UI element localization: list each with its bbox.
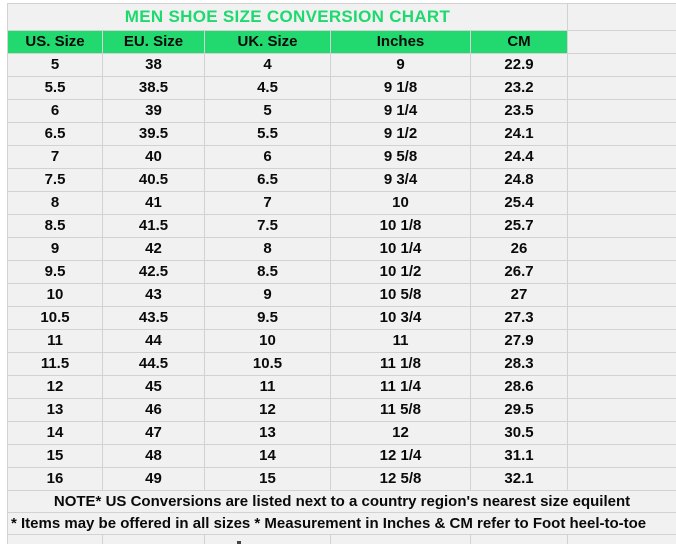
table-row bbox=[8, 169, 676, 192]
empty-cell bbox=[568, 307, 676, 330]
table-cell: 8.5 bbox=[205, 261, 331, 284]
table-cell: 39.5 bbox=[103, 123, 205, 146]
table-cell: 9 bbox=[8, 238, 103, 261]
table-cell: 9 3/4 bbox=[331, 169, 471, 192]
empty-cell bbox=[568, 169, 676, 192]
conversion-chart-table bbox=[7, 3, 676, 544]
empty-cell bbox=[568, 261, 676, 284]
table-cell: 14 bbox=[205, 445, 331, 468]
table-row bbox=[8, 77, 676, 100]
table-cell: 13 bbox=[8, 399, 103, 422]
table-cell: 41 bbox=[103, 192, 205, 215]
empty-cell bbox=[568, 238, 676, 261]
table-row bbox=[8, 238, 676, 261]
table-cell: 49 bbox=[103, 468, 205, 491]
note-conversions: NOTE* US Conversions are listed next to a country region's nearest size equilent bbox=[8, 491, 676, 513]
table-cell: 26.7 bbox=[471, 261, 568, 284]
table-cell: 25.4 bbox=[471, 192, 568, 215]
empty-cell bbox=[568, 100, 676, 123]
table-cell: 16 bbox=[8, 468, 103, 491]
column-header-inches: Inches bbox=[331, 31, 471, 54]
empty-cell bbox=[568, 376, 676, 399]
empty-cell bbox=[568, 31, 676, 54]
table-cell: 11.5 bbox=[8, 353, 103, 376]
table-row bbox=[8, 54, 676, 77]
table-cell: 10 5/8 bbox=[331, 284, 471, 307]
empty-cell bbox=[568, 215, 676, 238]
table-cell: 22.9 bbox=[471, 54, 568, 77]
empty-cell bbox=[568, 353, 676, 376]
table-cell: 12 bbox=[8, 376, 103, 399]
table-cell: 8 bbox=[205, 238, 331, 261]
table-cell: 15 bbox=[8, 445, 103, 468]
table-cell: 23.5 bbox=[471, 100, 568, 123]
empty-cell bbox=[568, 77, 676, 100]
table-cell: 11 1/8 bbox=[331, 353, 471, 376]
table-cell: 40.5 bbox=[103, 169, 205, 192]
table-row bbox=[8, 215, 676, 238]
table-cell: 30.5 bbox=[471, 422, 568, 445]
table-cell: 38.5 bbox=[103, 77, 205, 100]
table-cell: 41.5 bbox=[103, 215, 205, 238]
table-cell: 13 bbox=[205, 422, 331, 445]
table-row bbox=[8, 445, 676, 468]
table-cell: 44.5 bbox=[103, 353, 205, 376]
title-row bbox=[8, 4, 676, 31]
empty-cell bbox=[568, 192, 676, 215]
table-cell: 27.9 bbox=[471, 330, 568, 353]
table-cell: 6 bbox=[8, 100, 103, 123]
table-row bbox=[8, 261, 676, 284]
empty-cell bbox=[568, 445, 676, 468]
table-cell: 10 1/4 bbox=[331, 238, 471, 261]
empty-cell bbox=[568, 146, 676, 169]
table-cell: 11 5/8 bbox=[331, 399, 471, 422]
table-cell: 10.5 bbox=[205, 353, 331, 376]
table-cell: 42.5 bbox=[103, 261, 205, 284]
table-cell: 40 bbox=[103, 146, 205, 169]
table-row bbox=[8, 284, 676, 307]
table-cell: 9 1/8 bbox=[331, 77, 471, 100]
table-cell: 24.4 bbox=[471, 146, 568, 169]
table-cell: 10 1/8 bbox=[331, 215, 471, 238]
table-cell: 5 bbox=[8, 54, 103, 77]
table-row bbox=[8, 376, 676, 399]
table-cell: 15 bbox=[205, 468, 331, 491]
table-cell: 27 bbox=[471, 284, 568, 307]
table-cell: 39 bbox=[103, 100, 205, 123]
table-cell: 7 bbox=[205, 192, 331, 215]
table-row bbox=[8, 422, 676, 445]
table-cell: 24.8 bbox=[471, 169, 568, 192]
table-cell: 9.5 bbox=[8, 261, 103, 284]
table-cell: 32.1 bbox=[471, 468, 568, 491]
table-cell: 9 1/4 bbox=[331, 100, 471, 123]
empty-cell bbox=[568, 4, 676, 31]
table-cell: 4.5 bbox=[205, 77, 331, 100]
table-cell: 31.1 bbox=[471, 445, 568, 468]
table-cell: 10 1/2 bbox=[331, 261, 471, 284]
table-cell: 12 bbox=[331, 422, 471, 445]
table-cell: 9.5 bbox=[205, 307, 331, 330]
column-header-cm: CM bbox=[471, 31, 568, 54]
table-cell: 28.3 bbox=[471, 353, 568, 376]
table-cell: 7 bbox=[8, 146, 103, 169]
table-cell: 11 bbox=[205, 376, 331, 399]
table-cell: 12 bbox=[205, 399, 331, 422]
column-header-us-size: US. Size bbox=[8, 31, 103, 54]
table-cell: 10 bbox=[205, 330, 331, 353]
empty-cell bbox=[568, 468, 676, 491]
table-cell: 5.5 bbox=[205, 123, 331, 146]
column-header-eu-size: EU. Size bbox=[103, 31, 205, 54]
table-cell: 29.5 bbox=[471, 399, 568, 422]
table-row bbox=[8, 192, 676, 215]
table-cell: 43.5 bbox=[103, 307, 205, 330]
table-cell: 8.5 bbox=[8, 215, 103, 238]
table-cell: 9 bbox=[205, 284, 331, 307]
table-cell: 12 5/8 bbox=[331, 468, 471, 491]
table-row bbox=[8, 146, 676, 169]
table-cell: 28.6 bbox=[471, 376, 568, 399]
table-cell: 43 bbox=[103, 284, 205, 307]
table-cell: 9 bbox=[331, 54, 471, 77]
table-row bbox=[8, 307, 676, 330]
table-cell: 23.2 bbox=[471, 77, 568, 100]
table-cell: 42 bbox=[103, 238, 205, 261]
table-cell: 6 bbox=[205, 146, 331, 169]
table-cell: 5.5 bbox=[8, 77, 103, 100]
table-cell: 7.5 bbox=[205, 215, 331, 238]
column-header-uk-size: UK. Size bbox=[205, 31, 331, 54]
table-cell: 38 bbox=[103, 54, 205, 77]
table-cell: 4 bbox=[205, 54, 331, 77]
table-cell: 46 bbox=[103, 399, 205, 422]
table-cell: 25.7 bbox=[471, 215, 568, 238]
table-cell: 11 1/4 bbox=[331, 376, 471, 399]
table-cell: 47 bbox=[103, 422, 205, 445]
empty-cell bbox=[568, 284, 676, 307]
table-cell: 7.5 bbox=[8, 169, 103, 192]
table-cell: 45 bbox=[103, 376, 205, 399]
table-cell: 12 1/4 bbox=[331, 445, 471, 468]
table-cell: 8 bbox=[8, 192, 103, 215]
empty-cell bbox=[568, 422, 676, 445]
table-cell: 24.1 bbox=[471, 123, 568, 146]
page-title: MEN SHOE SIZE CONVERSION CHART bbox=[8, 4, 568, 31]
table-row bbox=[8, 330, 676, 353]
table-cell: 11 bbox=[8, 330, 103, 353]
table-row bbox=[8, 100, 676, 123]
table-cell: 14 bbox=[8, 422, 103, 445]
table-cell: 48 bbox=[103, 445, 205, 468]
table-row bbox=[8, 123, 676, 146]
table-cell: 6.5 bbox=[8, 123, 103, 146]
empty-cell bbox=[568, 399, 676, 422]
table-cell: 26 bbox=[471, 238, 568, 261]
table-row bbox=[8, 399, 676, 422]
table-row bbox=[8, 353, 676, 376]
table-row bbox=[8, 468, 676, 491]
table-cell: 9 5/8 bbox=[331, 146, 471, 169]
empty-cell bbox=[568, 123, 676, 146]
table-cell: 44 bbox=[103, 330, 205, 353]
table-cell: 10 3/4 bbox=[331, 307, 471, 330]
table-cell: 10.5 bbox=[8, 307, 103, 330]
table-cell: 11 bbox=[331, 330, 471, 353]
note-measurement: * Items may be offered in all sizes * Measurement in Inches & CM refer to Foot heel-to-toe bbox=[8, 513, 676, 535]
table-cell: 10 bbox=[331, 192, 471, 215]
table-header-row bbox=[8, 31, 676, 54]
table-cell: 6.5 bbox=[205, 169, 331, 192]
table-cell: 27.3 bbox=[471, 307, 568, 330]
table-cell: 9 1/2 bbox=[331, 123, 471, 146]
table-cell: 10 bbox=[8, 284, 103, 307]
table-body bbox=[8, 54, 676, 491]
empty-cell bbox=[568, 54, 676, 77]
empty-cell bbox=[568, 330, 676, 353]
table-cell: 5 bbox=[205, 100, 331, 123]
